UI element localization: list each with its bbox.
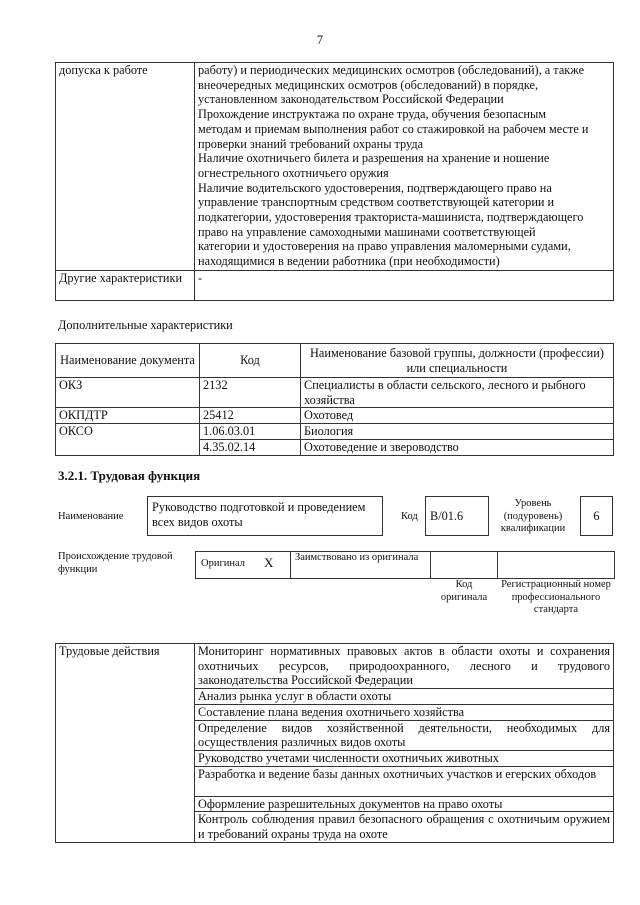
function-name: Руководство подготовкой и проведением всех видов охоты	[147, 496, 383, 536]
text-line: подкатегории, удостоверения тракториста-машиниста, подтверждающего	[198, 210, 584, 225]
text-line: огнестрельного охотничьего оружия	[198, 165, 389, 180]
labor-action-item: Определение видов хозяйственной деятельности, необходимых для осуществления различных видов охоты	[195, 720, 614, 750]
additional-table	[55, 343, 614, 456]
original-label: Оригинал	[201, 558, 245, 569]
function-code: B/01.6	[425, 496, 489, 536]
text-line: категории и удостоверения на право управления маломерными судами,	[198, 239, 571, 254]
labor-action-item: Руководство учетами численности охотничьих животных	[195, 750, 614, 766]
text-line: внеочередных медицинских осмотров (обследований) в порядке,	[198, 77, 539, 92]
original-mark: X	[264, 555, 274, 570]
text-line: право на управление самоходными машинами соответствующей	[198, 224, 536, 239]
labor-action-item: Составление плана ведения охотничьего хозяйства	[195, 704, 614, 720]
labor-actions-label: Трудовые действия	[56, 644, 195, 843]
header-code: Код	[200, 344, 301, 378]
text-line: Прохождение инструктажа по охране труда, обучения безопасным	[198, 107, 547, 122]
requirements-table	[55, 62, 614, 301]
cell: Охотовед	[301, 408, 614, 424]
reg-number-label: Регистрационный номер профессионального стандарта	[501, 579, 611, 615]
row-label: допуска к работе	[56, 63, 195, 271]
labor-action-item: Контроль соблюдения правил безопасного обращения с охотничьим оружием и требований охраны труда на охоте	[195, 812, 614, 843]
labor-action-item: Мониторинг нормативных правовых актов в области охоты и сохранения охотничьих ресурсов, природоохранного, лесного и трудового законодательства Российской Федерации	[195, 644, 614, 689]
cell: 2132	[200, 378, 301, 408]
orig-code-label: Код оригинала	[440, 579, 488, 603]
origin-label: Происхождение трудовой функции	[58, 551, 173, 575]
page-number: 7	[316, 33, 324, 47]
text-line: находящимися в ведении работника (при необходимости)	[198, 254, 500, 269]
cell: Специалисты в области сельского, лесного и рыбного хозяйства	[301, 378, 614, 408]
level-value: 6	[580, 496, 613, 536]
text-line: проверки знаний требований охраны труда	[198, 136, 424, 151]
text-line: методам и приемам выполнения работ со стажировкой на рабочем месте и	[198, 121, 589, 136]
labor-action-item: Разработка и ведение базы данных охотничьих участков и егерских обходов	[195, 766, 614, 796]
header-doc: Наименование документа	[56, 344, 200, 378]
row-value	[195, 63, 614, 271]
additional-title: Дополнительные характеристики	[58, 318, 233, 332]
text-line: установленном законодательством Российской Федерации	[198, 92, 504, 107]
cell: 4.35.02.14	[200, 439, 301, 455]
level-label: Уровень (подуровень) квалификации	[500, 498, 566, 534]
text-line: Наличие охотничьего билета и разрешения на хранение и ношение	[198, 151, 550, 166]
labor-action-item: Анализ рынка услуг в области охоты	[195, 689, 614, 705]
section-title: 3.2.1. Трудовая функция	[58, 468, 201, 483]
cell: ОКЗ	[56, 378, 200, 408]
text-line: Наличие водительского удостоверения, подтверждающего право на	[198, 180, 552, 195]
cell: Охотоведение и звероводство	[301, 439, 614, 455]
cell: ОКСО	[56, 424, 200, 455]
text-line: работу) и периодических медицинских осмотров (обследований), а также	[198, 63, 585, 77]
row-value: -	[195, 271, 614, 301]
cell: Биология	[301, 424, 614, 440]
cell: ОКПДТР	[56, 408, 200, 424]
code-label: Код	[401, 511, 418, 522]
name-label: Наименование	[58, 511, 124, 522]
cell: 25412	[200, 408, 301, 424]
text-line: управление транспортным средством соответствующей категории и	[198, 195, 555, 210]
header-name: Наименование базовой группы, должности (профессии) или специальности	[301, 344, 614, 378]
row-label: Другие характеристики	[56, 271, 195, 301]
labor-action-item: Оформление разрешительных документов на право охоты	[195, 796, 614, 812]
labor-actions-table	[55, 643, 614, 843]
cell: 1.06.03.01	[200, 424, 301, 440]
borrowed-label: Заимствовано из оригинала	[295, 552, 419, 563]
